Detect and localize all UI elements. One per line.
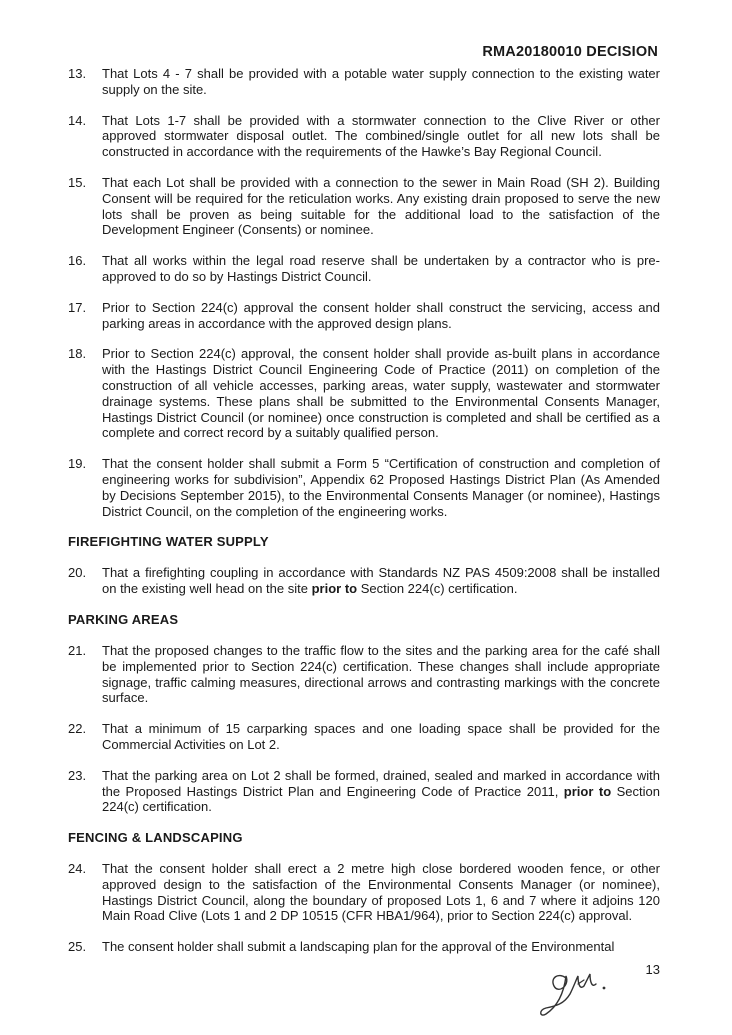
condition-number: 17.	[68, 299, 87, 315]
condition-text: That each Lot shall be provided with a connection to the sewer in Main Road (SH 2). Building Consent will be required for the reticulation works. Any existing drain proposed to serve the new lots shall be proven as being suitable for the additional load to the satisfaction of the Development Engineer (Consents) or nominee.	[102, 174, 660, 238]
condition-number: 25.	[68, 939, 87, 955]
condition-number: 19.	[68, 456, 87, 472]
condition-number: 16.	[68, 253, 87, 269]
condition-text: That the parking area on Lot 2 shall be formed, drained, sealed and marked in accordance with the Proposed Hastings District Plan and Engineering Code of Practice 2011, prior to Section 224(c) certification.	[102, 767, 660, 815]
condition-number: 15.	[68, 174, 87, 190]
condition-text: That all works within the legal road reserve shall be undertaken by a contractor who is pre-approved to do so by Hastings District Council.	[102, 253, 660, 284]
section-heading-firefighting: FIREFIGHTING WATER SUPPLY	[68, 534, 269, 550]
condition-number: 21.	[68, 642, 87, 658]
condition-text: That Lots 1-7 shall be provided with a stormwater connection to the Clive River or other approved stormwater disposal outlet. The combined/single outlet for all new lots shall be constructed in accordance with the requirements of the Hawke’s Bay Regional Council.	[102, 112, 660, 160]
condition-18	[68, 346, 660, 441]
condition-number: 24.	[68, 861, 87, 877]
condition-number: 18.	[68, 346, 87, 362]
condition-14	[68, 113, 660, 160]
document-reference: RMA20180010 DECISION	[482, 44, 658, 60]
condition-text: That the proposed changes to the traffic flow to the sites and the parking area for the café shall be implemented prior to Section 224(c) certification. These changes shall include appropriate signage, traffic calming measures, directional arrows and contrasting markings with the concrete surface.	[102, 642, 660, 706]
handwritten-signature	[536, 964, 626, 1024]
condition-number: 14.	[68, 112, 87, 128]
condition-text: Prior to Section 224(c) approval the consent holder shall construct the servicing, access and parking areas in accordance with the approved design plans.	[102, 299, 660, 331]
condition-23	[68, 768, 660, 815]
condition-text: That the consent holder shall submit a Form 5 “Certification of construction and completion of engineering works for subdivision”, Appendix 62 Proposed Hastings District Plan (As Amended by Decisions September 2015), to the Environmental Consents Manager (or nominee), Hastings District Council, on the completion of the engineering works.	[102, 456, 660, 519]
emphasis-prior-to: prior to	[563, 783, 612, 799]
condition-number: 23.	[68, 767, 87, 783]
conditions-list	[68, 66, 660, 970]
condition-19	[68, 456, 660, 519]
condition-text: That a firefighting coupling in accordance with Standards NZ PAS 4509:2008 shall be installed on the existing well head on the site prior to Section 224(c) certification.	[102, 565, 660, 597]
section-heading-parking: PARKING AREAS	[68, 611, 179, 627]
condition-16	[68, 253, 660, 285]
condition-24	[68, 861, 660, 924]
condition-20	[68, 565, 660, 597]
condition-15	[68, 175, 660, 238]
condition-text: The consent holder shall submit a landscaping plan for the approval of the Environmental	[102, 939, 615, 955]
condition-22	[68, 721, 660, 753]
condition-number: 20.	[68, 565, 87, 581]
condition-25	[68, 939, 660, 955]
condition-text: Prior to Section 224(c) approval, the consent holder shall provide as-built plans in accordance with the Hastings District Council Engineering Code of Practice (2011) on completion of the construction of all vehicle accesses, parking areas, water supply, wastewater and stormwater drainage systems. These plans shall be submitted to the Environmental Consents Manager, Hastings District Council (or nominee) once construction is completed and shall be certified as a complete and correct record by a suitably qualified person.	[102, 346, 660, 441]
emphasis-prior-to: prior to	[311, 581, 358, 597]
condition-17	[68, 300, 660, 332]
condition-number: 13.	[68, 66, 87, 81]
condition-text: That the consent holder shall erect a 2 metre high close bordered wooden fence, or other approved design to the satisfaction of the Environmental Consents Manager (or nominee), Hastings District Council, along the boundary of proposed Lots 1, 6 and 7 where it adjoins 120 Main Road Clive (Lots 1 and 2 DP 10515 (CFR HBA1/964), prior to Section 224(c) approval.	[102, 861, 660, 924]
section-heading-fencing: FENCING & LANDSCAPING	[68, 830, 243, 846]
condition-text: That Lots 4 - 7 shall be provided with a potable water supply connection to the existing water supply on the site.	[102, 66, 660, 97]
condition-text: That a minimum of 15 carparking spaces and one loading space shall be provided for the Commercial Activities on Lot 2.	[102, 721, 660, 752]
condition-13	[68, 66, 660, 98]
page-number: 13	[645, 962, 660, 977]
condition-number: 22.	[68, 721, 87, 737]
condition-21	[68, 643, 660, 706]
